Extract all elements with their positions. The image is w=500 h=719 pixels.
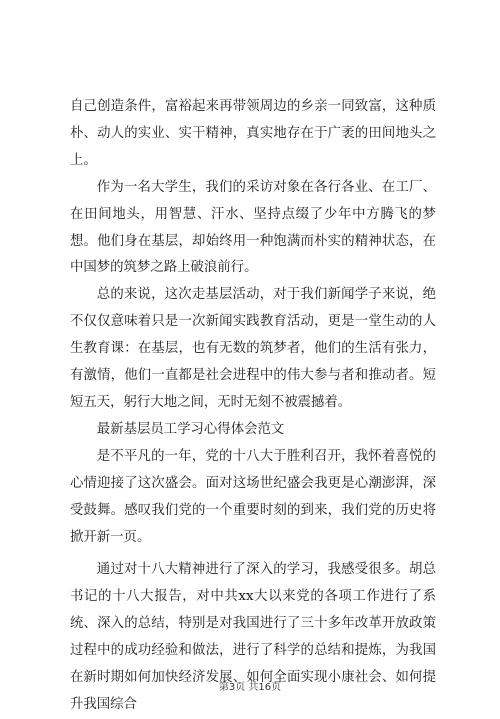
page-footer: 第3页 共16页 bbox=[218, 682, 282, 693]
paragraph-summary: 总的来说，这次走基层活动，对于我们新闻学子来说，绝不仅仅意味着只是一次新闻实践教育活动，更是一堂生动的人生教育课：在基层，也有无数的筑梦者，他们的生活有张力，有激情，他们一直都是社会进程中的伟大参与者和推动者。短短五天，躬行大地之间，无时无刻不被震撼着。 bbox=[70, 287, 436, 410]
paragraph-continuation: 自己创造条件，富裕起来再带领周边的乡亲一同致富，这种质朴、动人的实业、实干精神，真实地存在于广袤的田间地头之上。 bbox=[70, 99, 436, 168]
section-heading: 最新基层员工学习心得体会范文 bbox=[96, 421, 285, 437]
document-body bbox=[70, 94, 436, 719]
paragraph-study: 通过对十八大精神进行了深入的学习，我感受很多。胡总书记的十八大报告，对中共xx大以来党的各项工作进行了系统、深入的总结，特别是对我国进行了三十多年改革开放政策过程中的成功经验和做法，进行了科学的总结和提炼，为我国在新时期如何加快经济发展、如何全面实现小康社会、如何提升我国综合 bbox=[70, 562, 436, 712]
paragraph-congress: 是不平凡的一年，党的十八大于胜利召开，我怀着喜悦的心情迎接了这次盛会。面对这场世纪盛会我更是心潮澎湃，深受鼓舞。感叹我们党的一个重要时刻的到来，我们党的历史将掀开新一页。 bbox=[70, 448, 436, 545]
paragraph-student-interviews: 作为一名大学生，我们的采访对象在各行各业、在工厂、在田间地头，用智慧、汗水、坚持点缀了少年中方腾飞的梦想。他们身在基层，却始终用一种饱满而朴实的精神状态，在中国梦的筑梦之路上破浪前行。 bbox=[70, 179, 436, 276]
